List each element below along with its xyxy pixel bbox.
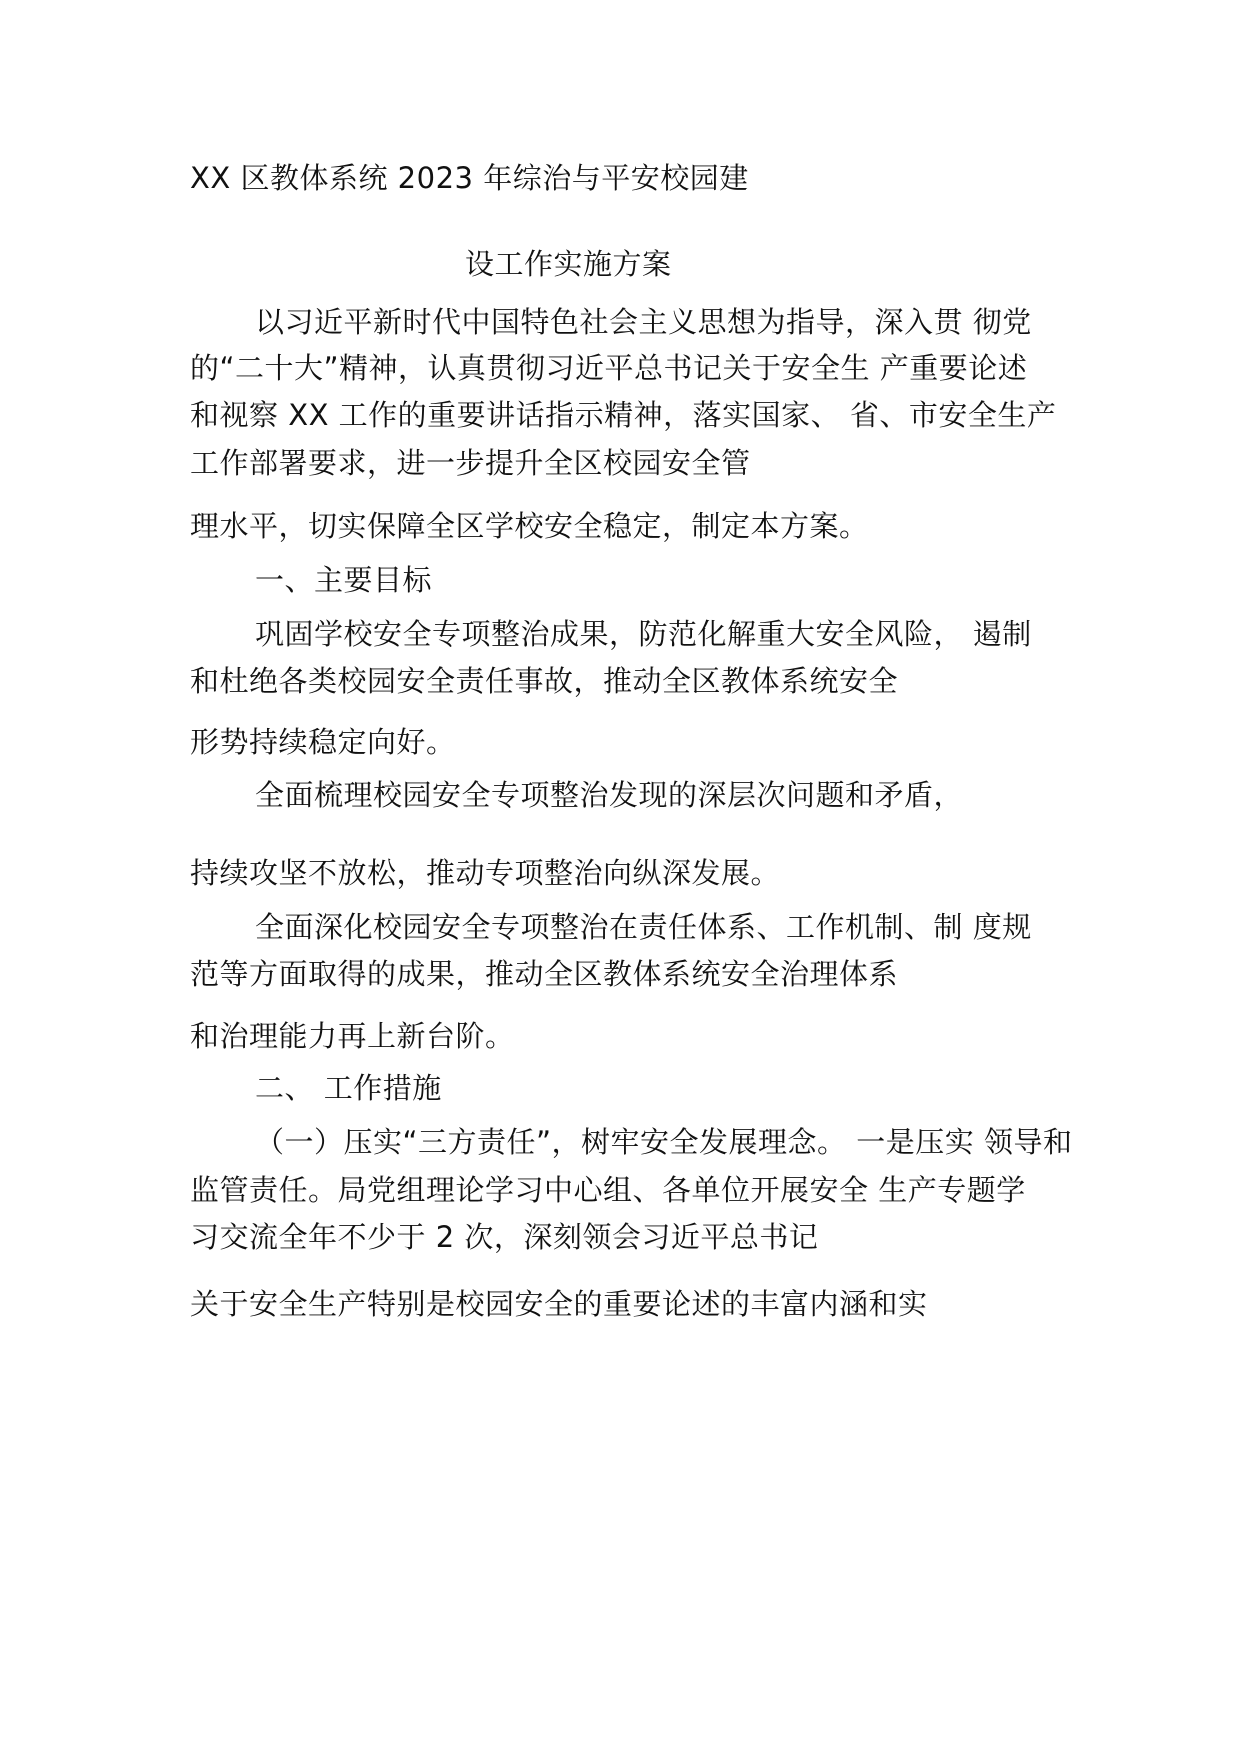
document-title-line-2: 设工作实施方案 [465,247,672,281]
document-title-line-1: XX 区教体系统 2023 年综治与平安校园建 [190,161,749,195]
paragraph-intro-line-5: 理水平，切实保障全区学校安全稳定，制定本方案。 [190,509,869,543]
paragraph-goal-1-line-1: 巩固学校安全专项整治成果，防范化解重大安全风险， 遏制 [255,617,1032,651]
paragraph-goal-1-line-2: 和杜绝各类校园安全责任事故，推动全区教体系统安全 [190,664,899,698]
paragraph-measure-1-line-2: 监管责任。局党组理论学习中心组、各单位开展安全 生产专题学 [190,1173,1026,1207]
paragraph-goal-3-line-2: 范等方面取得的成果，推动全区教体系统安全治理体系 [190,957,899,991]
paragraph-intro-line-4: 工作部署要求，进一步提升全区校园安全管 [190,446,751,480]
paragraph-goal-1-line-3: 形势持续稳定向好。 [190,725,456,759]
paragraph-measure-1-line-3: 习交流全年不少于 2 次，深刻领会习近平总书记 [190,1220,819,1254]
paragraph-intro-line-1: 以习近平新时代中国特色社会主义思想为指导，深入贯 彻党 [255,305,1032,339]
paragraph-goal-2-line-1: 全面梳理校园安全专项整治发现的深层次问题和矛盾， [255,778,964,812]
paragraph-goal-3-line-1: 全面深化校园安全专项整治在责任体系、工作机制、制 度规 [255,910,1032,944]
paragraph-measure-1-line-4: 关于安全生产特别是校园安全的重要论述的丰富内涵和实 [190,1287,928,1321]
paragraph-measure-1-line-1: （一）压实“三方责任”，树牢安全发展理念。 一是压实 领导和 [255,1125,1073,1159]
paragraph-intro-line-2: 的“二十大”精神，认真贯彻习近平总书记关于安全生 产重要论述 [190,351,1028,385]
paragraph-goal-2-line-2: 持续攻坚不放松，推动专项整治向纵深发展。 [190,856,781,890]
paragraph-intro-line-3: 和视察 XX 工作的重要讲话指示精神，落实国家、 省、市安全生产 [190,398,1057,432]
section-heading-work-measures: 二、 工作措施 [255,1071,442,1105]
paragraph-goal-3-line-3: 和治理能力再上新台阶。 [190,1019,515,1053]
section-heading-main-goals: 一、主要目标 [255,563,433,597]
